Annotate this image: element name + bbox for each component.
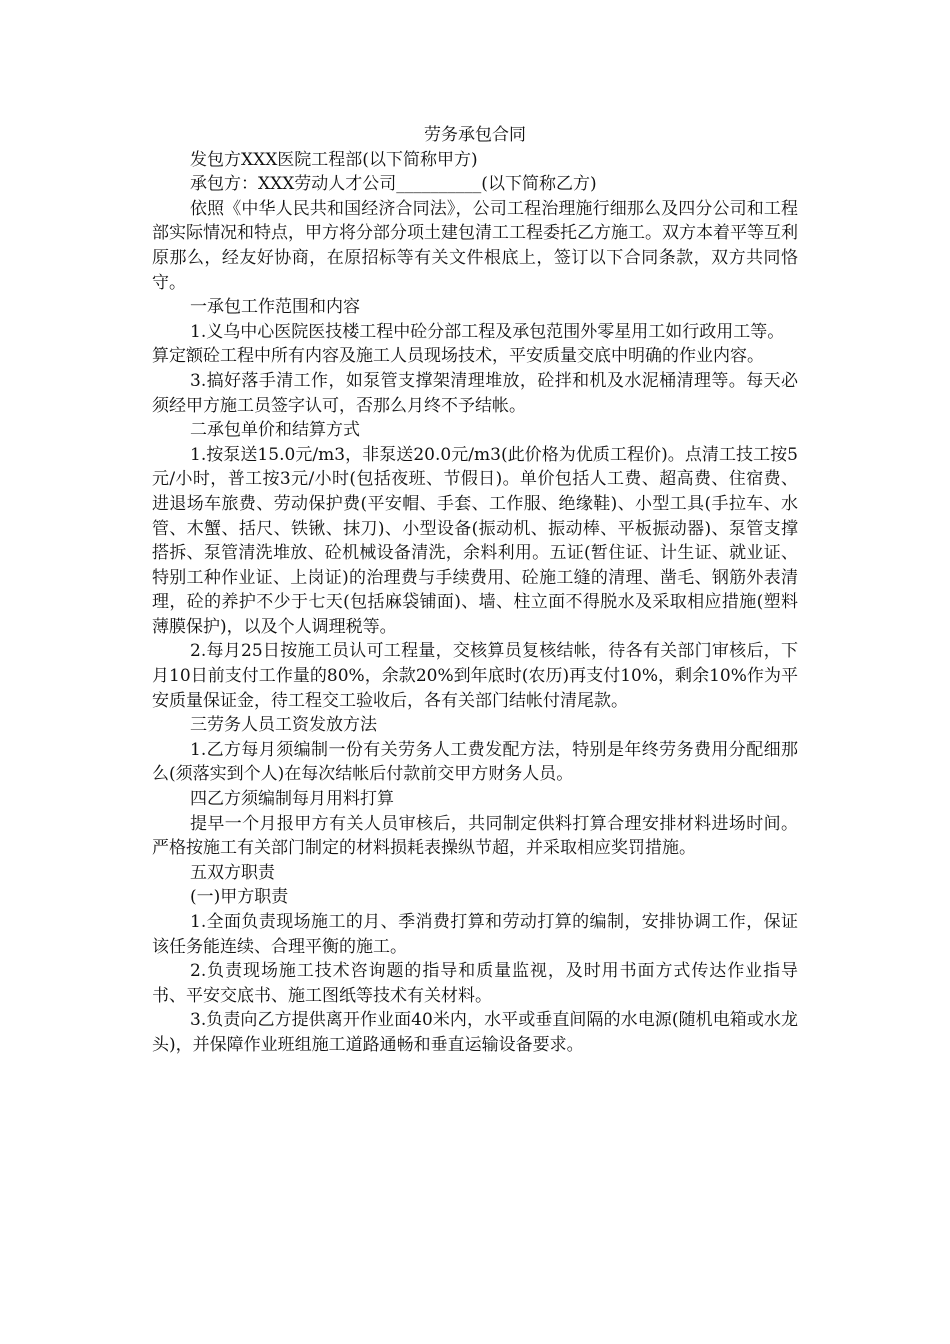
paragraph-5-1-2: 2.负责现场施工技术咨询题的指导和质量监视，及时用书面方式传达作业指导书、平安交底书、施工图纸等技术有关材料。 — [152, 961, 798, 1006]
document-body — [152, 123, 798, 1058]
paragraph-1-2: 算定额砼工程中所有内容及施工人员现场技术，平安质量交底中明确的作业内容。 — [152, 346, 764, 367]
paragraph-3-1: 1.乙方每月须编制一份有关劳务人工费发配方法，特别是年终劳务费用分配细那么(须落实到个人)在每次结帐后付款前交甲方财务人员。 — [152, 739, 798, 785]
paragraph-4-1: 提早一个月报甲方有关人员审核后，共同制定供料打算合理安排材料进场时间。严格按施工有关部门制定的材料损耗表操纵节超，并采取相应奖罚措施。 — [152, 813, 798, 859]
document-title: 劳务承包合同 — [424, 125, 526, 145]
paragraph-5-1-3: 3.负责向乙方提供离开作业面40米内，水平或垂直间隔的水电源(随机电箱或水龙头)，并保障作业班组施工道路通畅和垂直运输设备要求。 — [152, 1010, 798, 1055]
section-heading-3: 三劳务人员工资发放方法 — [190, 715, 377, 736]
paragraph-1-3: 3.搞好落手清工作，如泵管支撑架清理堆放，砼拌和机及水泥桶清理等。每天必须经甲方施工员签字认可，否那么月终不予结帐。 — [152, 370, 798, 416]
paragraph-1-1: 1.义乌中心医院医技楼工程中砼分部工程及承包范围外零星用工如行政用工等。 — [190, 321, 785, 342]
section-heading-2: 二承包单价和结算方式 — [190, 420, 360, 441]
section-heading-5: 五双方职责 — [190, 862, 275, 883]
paragraph-party-a: 发包方XXX医院工程部(以下简称甲方) — [190, 149, 478, 170]
section-heading-4: 四乙方须编制每月用料打算 — [190, 789, 394, 810]
paragraph-5-1-1: 1.全面负责现场施工的月、季消费打算和劳动打算的编制，安排协调工作，保证该任务能连续、合理平衡的施工。 — [152, 912, 798, 957]
paragraph-2-1: 1.按泵送15.0元/m3，非泵送20.0元/m3(此价格为优质工程价)。点清工技工按5元/小时，普工按3元/小时(包括夜班、节假日)。单价包括人工费、超高费、住宿费、进退场车旅费、劳动保护费(平安帽、手套、工作服、绝缘鞋)、小型工具(手拉车、水管、木蟹、括尺、铁锹、抹刀)、小型设备(振动机、振动棒、平板振动器)、泵管支撑搭拆、泵管清洗堆放、砼机械设备清洗，余料利用。五证(暂住证、计生证、就业证、特别工种作业证、上岗证)的治理费与手续费用、砼施工缝的清理、凿毛、钢筋外表清理，砼的养护不少于七天(包括麻袋铺面)、墙、柱立面不得脱水及采取相应措施(塑料薄膜保护)，以及个人调理税等。 — [152, 444, 798, 637]
section-heading-1: 一承包工作范围和内容 — [190, 297, 360, 318]
subsection-heading-5-1: (一)甲方职责 — [190, 887, 289, 908]
paragraph-2-2: 2.每月25日按施工员认可工程量，交核算员复核结帐，待各有关部门审核后，下月10日前支付工作量的80%，余款20%到年底时(农历)再支付10%，剩余10%作为平安质量保证金，待工程交工验收后，各有关部门结帐付清尾款。 — [152, 641, 798, 711]
paragraph-party-b: 承包方：XXX劳动人才公司__________(以下简称乙方) — [190, 174, 597, 195]
paragraph-preamble: 依照《中华人民共和国经济合同法》，公司工程治理施行细那么及四分公司和工程部实际情况和特点，甲方将分部分项土建包清工工程委托乙方施工。双方本着平等互利原那么，经友好协商，在原招标等有关文件根底上，签订以下合同条款，双方共同恪守。 — [152, 198, 798, 293]
